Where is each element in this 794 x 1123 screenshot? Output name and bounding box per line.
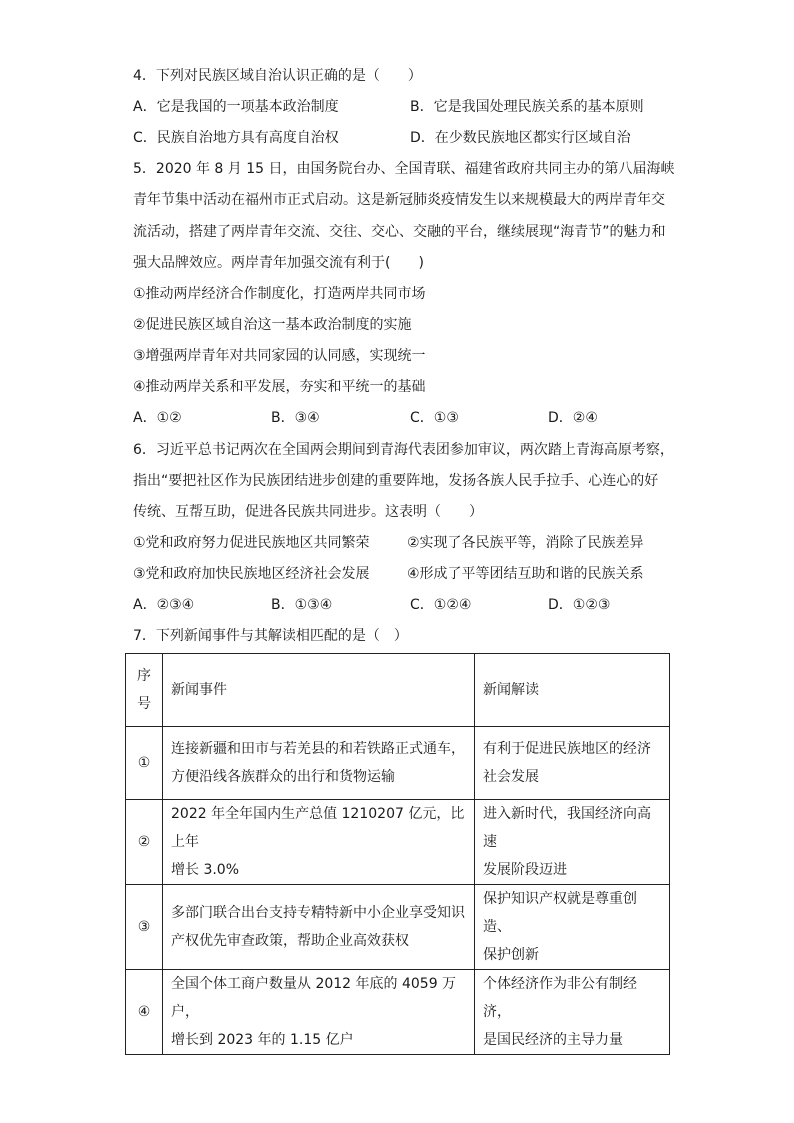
table-row: [126, 885, 670, 970]
row-reading: [475, 885, 670, 970]
row-event: [163, 727, 475, 800]
row-number: ②: [126, 800, 163, 885]
question-5-stem-line: 5．2020 年 8 月 15 日，由国务院台办、全国青联、福建省政府共同主办的第八届海峡: [133, 161, 675, 177]
question-5-item-4: ④推动两岸关系和平发展，夯实和平统一的基础: [133, 379, 426, 395]
question-6-item-3: ③党和政府加快民族地区经济社会发展: [133, 566, 370, 582]
question-5-stem-line: 青年节集中活动在福州市正式启动。这是新冠肺炎疫情发生以来规模最大的两岸青年交: [133, 192, 665, 208]
row-number: ④: [126, 970, 163, 1055]
header-event: 新闻事件: [163, 654, 475, 727]
question-5-option-a[interactable]: A．①②: [133, 410, 182, 426]
question-6-option-a[interactable]: A．②③④: [133, 597, 195, 613]
question-6-item-4: ④形成了平等团结互助和谐的民族关系: [407, 566, 644, 582]
question-5-option-d[interactable]: D．②④: [548, 410, 598, 426]
table-row: [126, 727, 670, 800]
row-event: [163, 800, 475, 885]
row-reading-line: 个体经济作为非公有制经济，: [483, 976, 637, 1020]
row-event-line: 方便沿线各族群众的出行和货物运输: [171, 769, 395, 785]
row-reading-line: 进入新时代，我国经济向高速: [483, 806, 651, 850]
row-reading: [475, 970, 670, 1055]
row-event-line: 增长 3.0%: [171, 862, 240, 878]
question-6-option-d[interactable]: D．①②③: [548, 597, 611, 613]
question-5-stem-line: 强大品牌效应。两岸青年加强交流有利于( ): [133, 255, 424, 271]
row-number: ①: [126, 727, 163, 800]
row-reading-line: 保护创新: [483, 947, 539, 963]
question-6-stem-line: 传统、互帮互助，促进各民族共同进步。这表明（ ）: [133, 504, 483, 520]
question-6-option-c[interactable]: C．①②④: [410, 597, 472, 613]
question-6-stem-line: 指出“要把社区作为民族团结进步创建的重要阵地，发扬各族人民手拉手、心连心的好: [133, 473, 659, 489]
row-event-line: 多部门联合出台支持专精特新中小企业享受知识: [171, 905, 465, 921]
question-6-item-1: ①党和政府努力促进民族地区共同繁荣: [133, 535, 370, 551]
row-reading: [475, 727, 670, 800]
question-4-option-a[interactable]: A．它是我国的一项基本政治制度: [133, 99, 339, 115]
table-row: [126, 970, 670, 1055]
question-5-option-b[interactable]: B．③④: [271, 410, 320, 426]
row-event: [163, 970, 475, 1055]
question-4-option-b[interactable]: B．它是我国处理民族关系的基本原则: [410, 99, 644, 115]
header-serial-cell: [126, 654, 163, 727]
row-reading-line: 保护知识产权就是尊重创造、: [483, 891, 637, 935]
question-4-option-c[interactable]: C．民族自治地方具有高度自治权: [133, 130, 339, 146]
question-6-stem-line: 6．习近平总书记两次在全国两会期间到青海代表团参加审议，两次踏上青海高原考察，: [133, 442, 674, 458]
row-event-line: 全国个体工商户数量从 2012 年底的 4059 万户，: [171, 976, 457, 1020]
question-5-item-1: ①推动两岸经济合作制度化，打造两岸共同市场: [133, 286, 426, 302]
row-reading: [475, 800, 670, 885]
question-6-item-2: ②实现了各民族平等，消除了民族差异: [407, 535, 644, 551]
question-7-stem: 7．下列新闻事件与其解读相匹配的是（ ）: [133, 628, 408, 644]
row-reading-line: 社会发展: [483, 769, 539, 785]
row-event-line: 产权优先审查政策，帮助企业高效获权: [171, 933, 409, 949]
row-event-line: 2022 年全年国内生产总值 1210207 亿元，比上年: [171, 806, 465, 850]
question-5-item-2: ②促进民族区域自治这一基本政治制度的实施: [133, 317, 412, 333]
row-reading-line: 发展阶段迈进: [483, 862, 567, 878]
question-4-option-d[interactable]: D．在少数民族地区都实行区域自治: [410, 130, 631, 146]
row-reading-line: 有利于促进民族地区的经济: [483, 741, 651, 757]
question-6-option-b[interactable]: B．①③④: [271, 597, 333, 613]
header-serial: 序号: [137, 668, 151, 712]
question-4-stem: 4．下列对民族区域自治认识正确的是（ ）: [133, 68, 422, 84]
row-event-line: 连接新疆和田市与若羌县的和若铁路正式通车，: [171, 741, 465, 757]
row-event: [163, 885, 475, 970]
row-number: ③: [126, 885, 163, 970]
table-header-row: [126, 654, 670, 727]
table-row: [126, 800, 670, 885]
row-event-line: 增长到 2023 年的 1.15 亿户: [171, 1032, 354, 1048]
header-reading: 新闻解读: [475, 654, 670, 727]
question-5-option-c[interactable]: C．①③: [410, 410, 459, 426]
news-table: [125, 653, 670, 1055]
row-reading-line: 是国民经济的主导力量: [483, 1032, 623, 1048]
question-5-item-3: ③增强两岸青年对共同家园的认同感，实现统一: [133, 348, 426, 364]
question-5-stem-line: 流活动，搭建了两岸青年交流、交往、交心、交融的平台，继续展现“海青节”的魅力和: [133, 224, 666, 240]
